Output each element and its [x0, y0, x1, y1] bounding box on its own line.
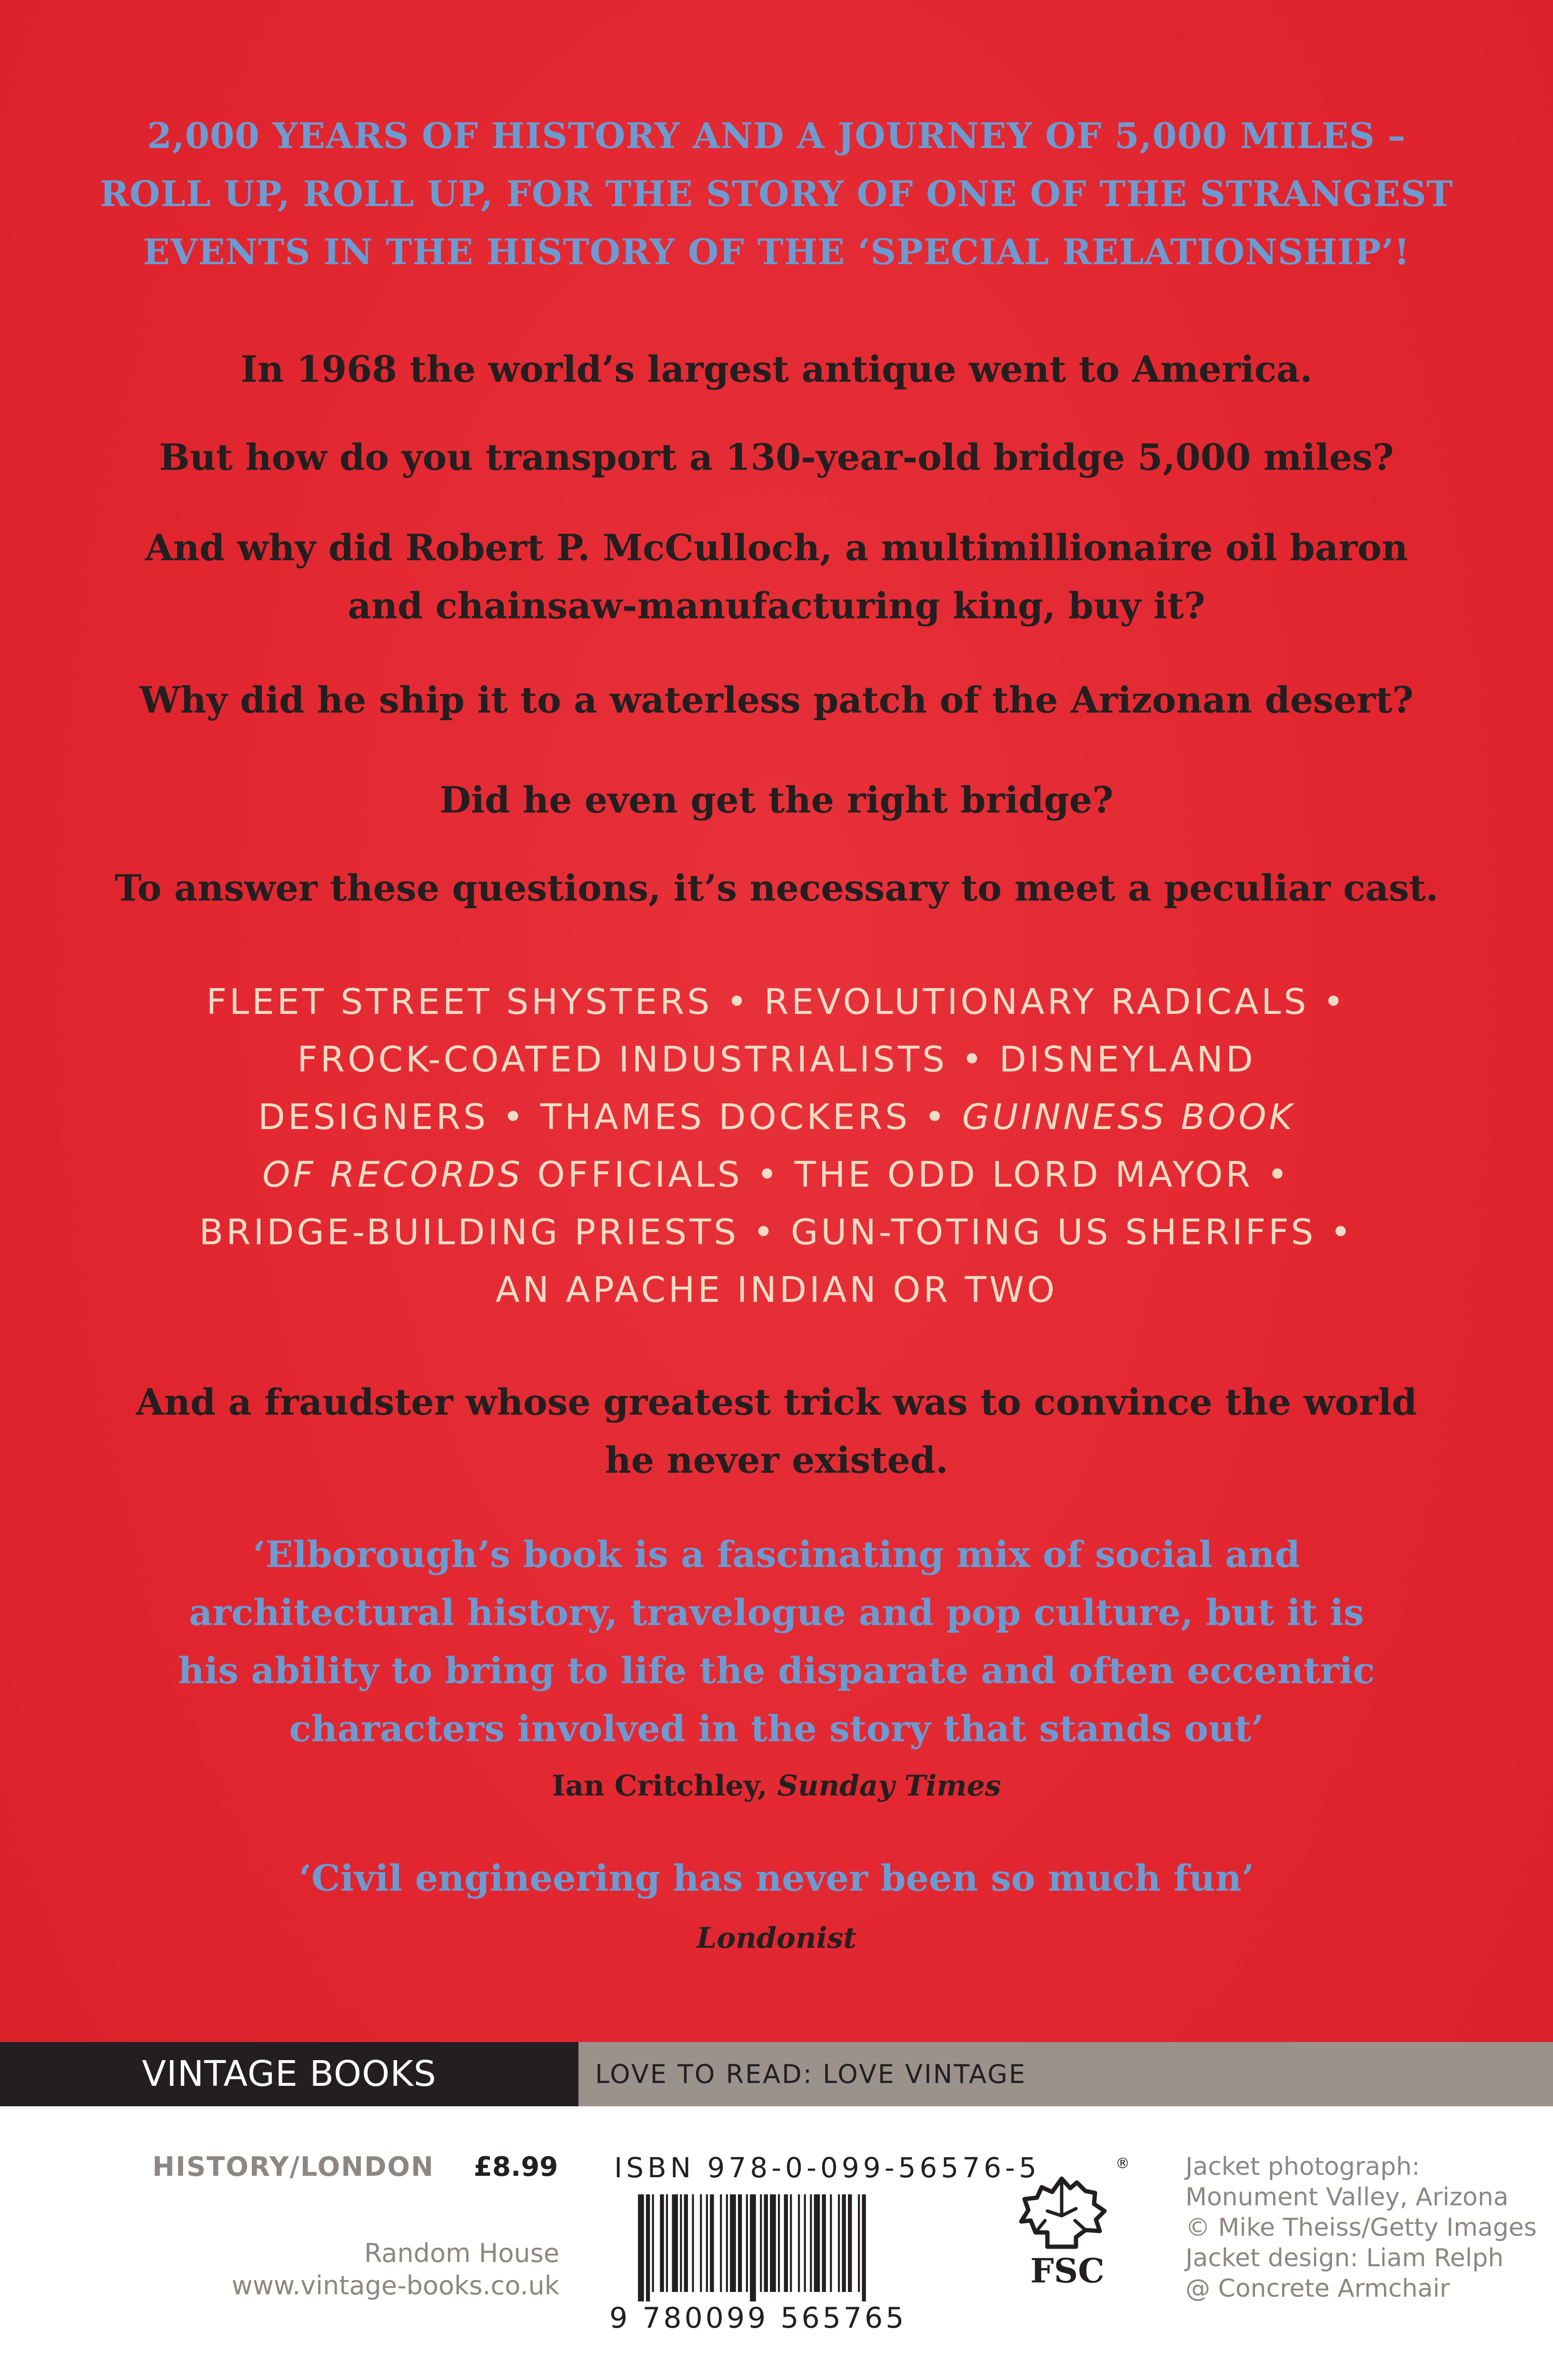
cast-line: FLEET STREET SHYSTERS • REVOLUTIONARY RADICALS • — [206, 982, 1347, 1022]
barcode-bar — [848, 2194, 852, 2292]
barcode-bar — [764, 2194, 768, 2292]
cast-line: AN APACHE INDIAN OR TWO — [495, 1269, 1058, 1310]
barcode-bar — [862, 2194, 866, 2301]
credit-line: @ Concrete Armchair — [1185, 2274, 1450, 2303]
barcode-bar — [770, 2194, 776, 2292]
fraudster-text — [0, 1373, 1553, 1489]
cast-line: FROCK-COATED INDUSTRIALISTS • DISNEYLAND — [297, 1039, 1256, 1080]
isbn-text: ISBN 978-0-099-56576-5 — [614, 2152, 1040, 2184]
fsc-label: FSC — [1030, 2251, 1105, 2291]
barcode-bar — [666, 2194, 668, 2292]
barcode-bar — [760, 2194, 762, 2292]
barcode-bar — [710, 2194, 714, 2292]
barcode-bar — [738, 2194, 742, 2292]
barcode-bar — [680, 2194, 682, 2292]
barcode-bar — [726, 2194, 728, 2292]
review-attribution-2 — [0, 1919, 1553, 1957]
fraudster-line: And a fraudster whose greatest trick was to convince the world — [136, 1381, 1417, 1423]
credit-line: Jacket photograph: — [1185, 2152, 1420, 2181]
headline-line: EVENTS IN THE HISTORY OF THE ‘SPECIAL RELATIONSHIP’! — [143, 232, 1410, 273]
imprint-bar — [0, 2042, 1553, 2106]
review-line: his ability to bring to life the disparate and often eccentric — [178, 1649, 1375, 1692]
review-line: ‘Elborough’s book is a fascinating mix of social and — [253, 1533, 1300, 1576]
barcode-bar — [652, 2194, 654, 2292]
barcode-bar — [784, 2194, 788, 2292]
barcode-bar — [830, 2194, 832, 2292]
imprint-name: VINTAGE BOOKS — [142, 2053, 437, 2094]
barcode-bar — [720, 2194, 722, 2292]
barcode-bar — [814, 2194, 820, 2292]
headline-line: ROLL UP, ROLL UP, FOR THE STORY OF ONE OF THE STRANGEST — [100, 174, 1453, 215]
publisher-info — [152, 2237, 559, 2302]
jacket-credits — [1185, 2152, 1537, 2304]
barcode-bar — [646, 2194, 650, 2301]
review-source: Londonist — [697, 1922, 856, 1955]
fsc-logo-icon — [1014, 2149, 1138, 2292]
cast-book-title: GUINNESS BOOK — [962, 1097, 1295, 1138]
barcode-bar — [730, 2194, 736, 2292]
barcode-bar — [660, 2194, 664, 2292]
barcode-bar — [838, 2194, 840, 2292]
question-3-line: and chainsaw-manufacturing king, buy it? — [348, 585, 1205, 627]
barcode-bar — [798, 2194, 800, 2292]
barcode-bar — [684, 2194, 688, 2292]
barcode-bar — [842, 2194, 846, 2292]
barcode-bar — [638, 2194, 644, 2301]
barcode-bar — [810, 2194, 812, 2292]
barcode-bar — [778, 2194, 780, 2292]
cast-text: DESIGNERS • THAMES DOCKERS • — [258, 1097, 948, 1138]
footer-panel — [0, 2106, 1553, 2380]
cast-line — [0, 1146, 1553, 1204]
barcode-icon — [638, 2194, 957, 2301]
barcode-bar — [858, 2194, 860, 2292]
review-quote-2: ‘Civil engineering has never been so much fun’ — [299, 1857, 1254, 1899]
cast-line: BRIDGE-BUILDING PRIESTS • GUN-TOTING US SHERIFFS • — [199, 1212, 1354, 1253]
headline — [0, 107, 1553, 281]
review-author: Ian Critchley, — [552, 1769, 767, 1803]
category-label: HISTORY/LONDON — [152, 2152, 435, 2182]
credit-line: Jacket design: Liam Relph — [1185, 2244, 1504, 2272]
barcode-bar — [804, 2194, 806, 2292]
publisher-name: Random House — [364, 2238, 559, 2268]
barcode-digits: 9 780099 565765 — [609, 2301, 907, 2335]
review-attribution-1 — [0, 1767, 1553, 1805]
question-6: To answer these questions, it’s necessary to meet a peculiar cast. — [114, 867, 1439, 909]
cast-text: OFFICIALS • THE ODD LORD MAYOR • — [537, 1154, 1291, 1195]
question-2: But how do you transport a 130-year-old bridge 5,000 miles? — [159, 436, 1394, 478]
review-source: Sunday Times — [777, 1769, 1001, 1803]
fsc-registered-mark: ® — [1115, 2155, 1130, 2172]
review-line: characters involved in the story that stands out’ — [289, 1707, 1264, 1750]
headline-line: 2,000 YEARS OF HISTORY AND A JOURNEY OF 5,000 MILES – — [147, 116, 1406, 157]
barcode-bar — [790, 2194, 792, 2292]
question-3 — [0, 519, 1553, 635]
barcode-bar — [746, 2194, 748, 2292]
barcode-bar — [700, 2194, 702, 2292]
publisher-website: www.vintage-books.co.uk — [231, 2271, 559, 2301]
credit-line: © Mike Theiss/Getty Images — [1185, 2213, 1537, 2242]
cast-book-title: OF RECORDS — [262, 1154, 523, 1195]
cast-list — [0, 973, 1553, 1319]
barcode-bar — [822, 2194, 826, 2292]
credit-line: Monument Valley, Arizona — [1185, 2183, 1509, 2211]
question-4: Why did he ship it to a waterless patch of the Arizonan desert? — [139, 679, 1414, 721]
fraudster-line: he never existed. — [605, 1439, 948, 1481]
cast-line — [0, 1089, 1553, 1146]
barcode-bar — [750, 2194, 756, 2301]
question-1: In 1968 the world’s largest antique went to America. — [240, 348, 1313, 390]
barcode-bar — [672, 2194, 678, 2292]
question-5: Did he even get the right bridge? — [439, 779, 1114, 821]
price: £8.99 — [474, 2152, 558, 2182]
imprint-tagline: LOVE TO READ: LOVE VINTAGE — [595, 2059, 1027, 2089]
review-quote-1 — [0, 1526, 1553, 1758]
review-line: architectural history, travelogue and pop culture, but it is — [189, 1591, 1364, 1634]
barcode-bar — [692, 2194, 694, 2292]
barcode-bar — [706, 2194, 708, 2292]
question-3-line: And why did Robert P. McCulloch, a multimillionaire oil baron — [145, 526, 1408, 569]
